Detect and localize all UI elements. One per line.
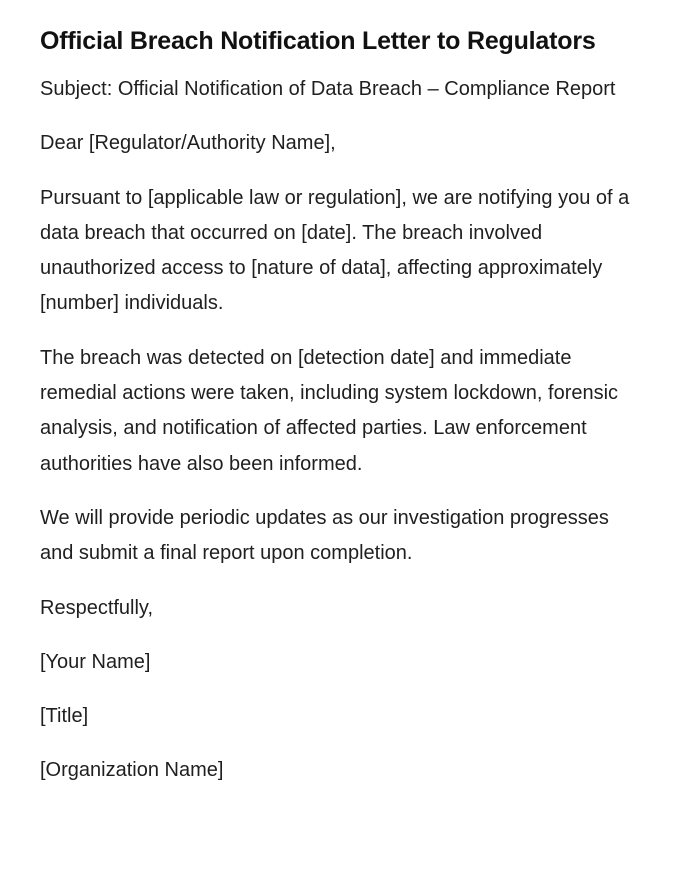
signature-organization: [Organization Name]: [40, 759, 224, 782]
body-paragraph-updates: We will provide periodic updates as our investigation progresses and submit a final report upon completion.: [40, 506, 609, 565]
body-paragraph-notification: Pursuant to [applicable law or regulation], we are notifying you of a data breach that occurred on [date]. The breach involved unauthorized access to [nature of data], affecting approximately [number] individuals.: [40, 186, 630, 315]
body-paragraph-remediation: The breach was detected on [detection date] and immediate remedial actions were taken, including system lockdown, forensic analysis, and notification of affected parties. Law enforcement authorities have also been informed.: [40, 346, 619, 475]
subject-line: Subject: Official Notification of Data Breach – Compliance Report: [40, 78, 616, 100]
closing: Respectfully,: [40, 596, 154, 619]
signature-title: [Title]: [40, 705, 89, 728]
signature-name: [Your Name]: [40, 650, 151, 673]
page-title: Official Breach Notification Letter to Regulators: [40, 27, 596, 55]
letter-page: [40, 22, 640, 808]
salutation: Dear [Regulator/Authority Name],: [40, 132, 336, 155]
